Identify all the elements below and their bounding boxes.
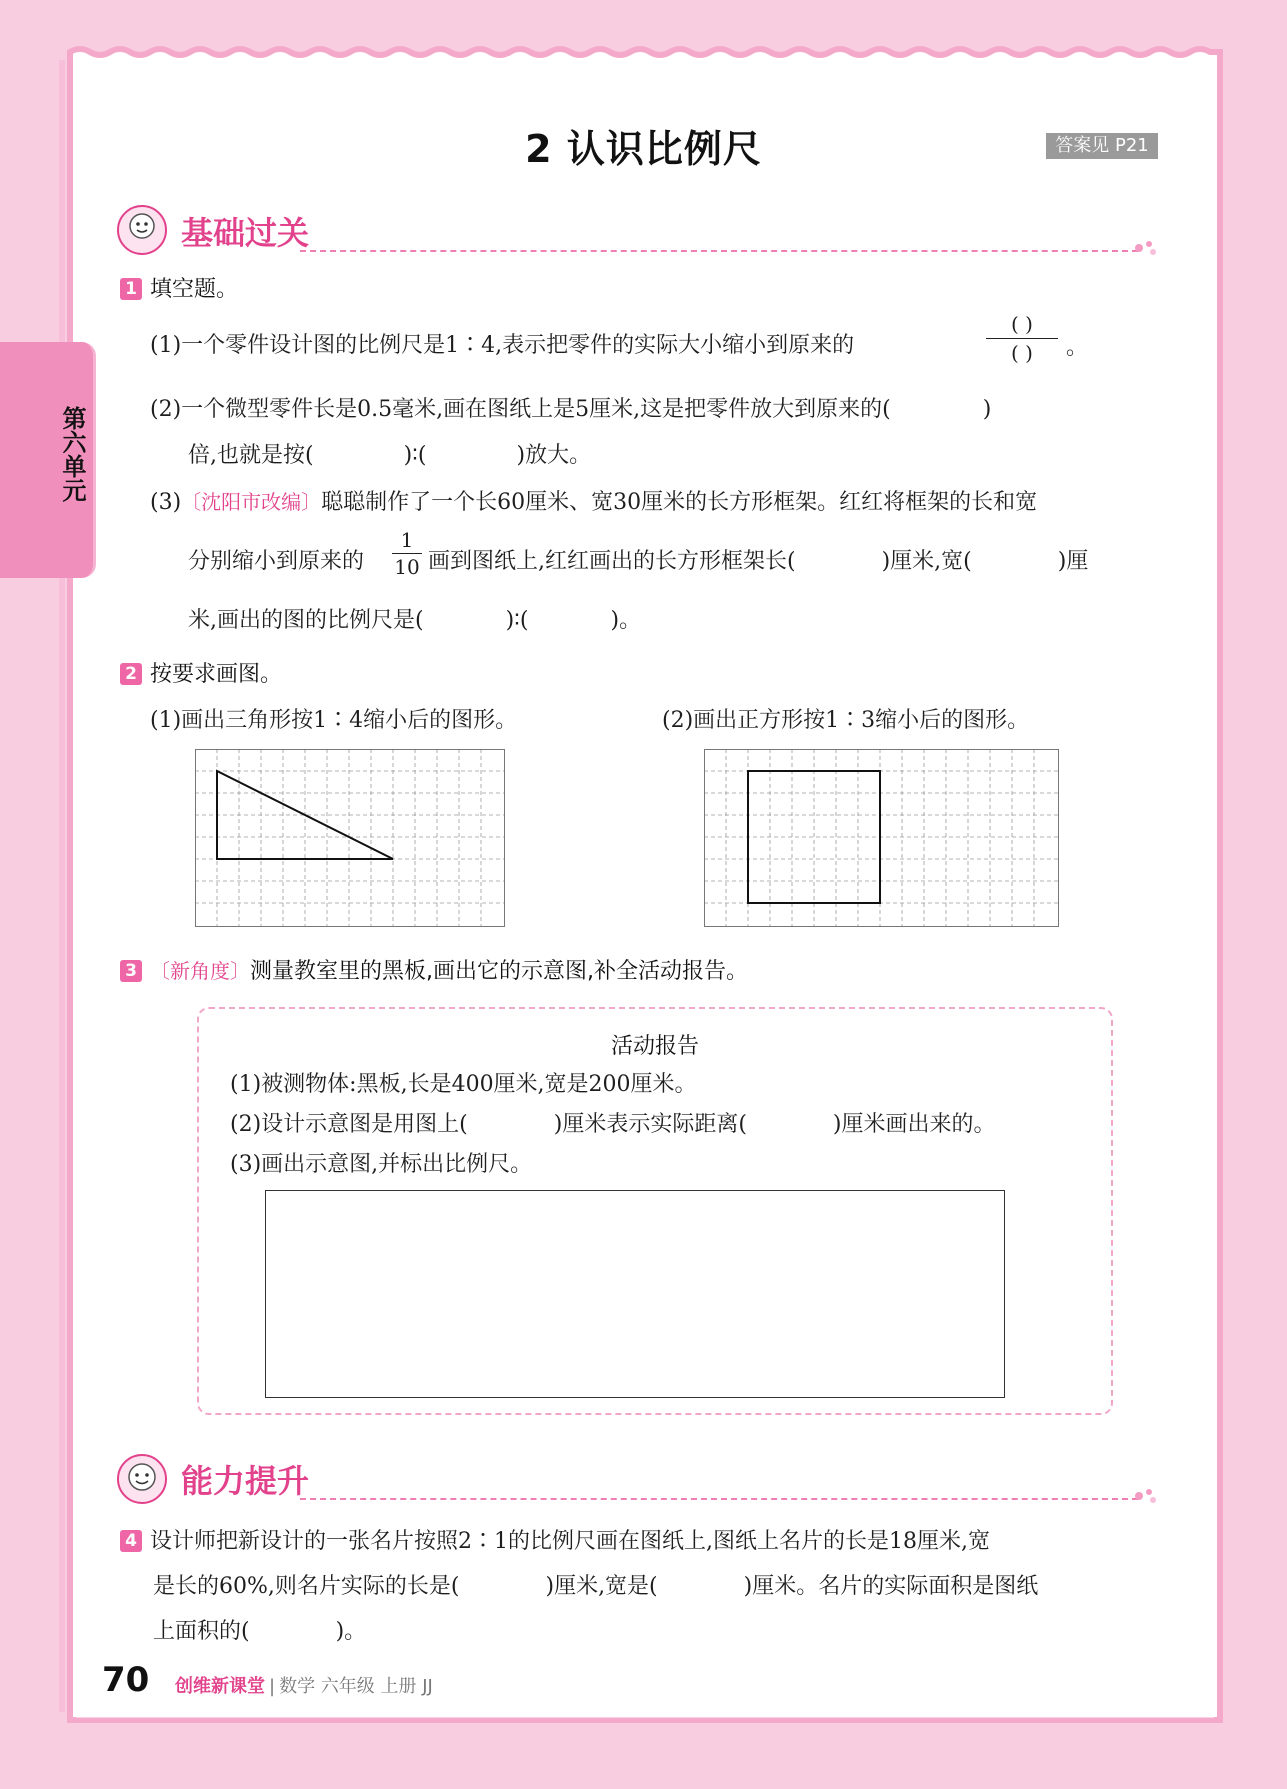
report-item2-end: )厘米画出来的。 [832,1112,996,1137]
mascot-icon [116,204,168,256]
unit-tab [0,342,96,578]
q4-text5: 上面积的( [153,1619,250,1644]
triangle-grid[interactable] [195,749,505,927]
q4-text3: )厘米,宽是( [545,1574,658,1599]
q1-part3-text5: )厘 [1057,549,1089,574]
q3-heading [120,954,748,985]
report-item2-text: (2)设计示意图是用图上( [230,1112,468,1137]
square-grid[interactable] [704,749,1059,927]
q1-part1 [150,328,854,359]
report-item1: (1)被测物体:黑板,长是400厘米,宽是200厘米。 [230,1072,697,1097]
q1-number: 1 [120,278,142,300]
sketch-drawing-box[interactable] [265,1190,1005,1398]
q4-line3 [153,1614,366,1645]
q1-heading [120,272,238,303]
dots-ornament-icon [1133,1484,1159,1504]
q1-part2-line2 [188,438,591,469]
fraction-top: 1 [400,528,414,552]
q1-part1-text: (1)一个零件设计图的比例尺是1∶4,表示把零件的实际大小缩小到原来的 [150,333,855,358]
section-basic-title: 基础过关 [181,214,310,252]
q4-text4: )厘米。名片的实际面积是图纸 [743,1574,1039,1599]
q2-title: 按要求画图。 [150,662,283,687]
q2-number: 2 [120,663,142,685]
q4-line1 [120,1524,990,1555]
q2-left-instruction: (1)画出三角形按1∶4缩小后的图形。 [150,708,518,733]
fraction-bottom: 10 [394,555,420,579]
q1-part1-fraction[interactable] [980,312,1064,365]
q1-part3-line1 [150,485,1037,516]
q1-part2-close: ) [982,397,992,422]
q1-part3-line3 [188,603,641,634]
section-divider [300,250,1138,252]
q1-part2-line1 [150,392,991,423]
footer-brand [175,1672,433,1698]
report-item3: (3)画出示意图,并标出比例尺。 [230,1152,533,1177]
mascot-icon [116,1453,168,1505]
q4-text1: 设计师把新设计的一张名片按照2∶1的比例尺画在图纸上,图纸上名片的长是18厘米,宽 [150,1529,990,1554]
fraction-denominator-blank[interactable]: ( ) [1011,341,1033,365]
q2-right-instruction: (2)画出正方形按1∶3缩小后的图形。 [662,708,1030,733]
section-divider [300,1498,1138,1500]
brand-separator: | [269,1676,276,1697]
q1-part3-line2 [188,544,364,575]
q1-part3-line2b [428,544,1088,575]
q1-part3-text2: 分别缩小到原来的 [188,549,365,574]
q4-text2: 是长的60%,则名片实际的长是( [153,1574,460,1599]
report-item2 [230,1107,996,1138]
ratio-sep: )∶( [403,443,427,468]
q3-title: 测量教室里的黑板,画出它的示意图,补全活动报告。 [250,959,748,984]
ratio-sep: )∶( [505,608,529,633]
report-item2-text2: )厘米表示实际距离( [553,1112,747,1137]
q4-end: )。 [335,1619,367,1644]
section-advanced-title: 能力提升 [181,1462,310,1500]
source-tag: 〔沈阳市改编〕 [181,490,322,514]
report-title: 活动报告 [610,1034,699,1059]
q1-part3-text: 聪聪制作了一个长60厘米、宽30厘米的长方形框架。红红将框架的长和宽 [321,490,1038,515]
fraction-numerator-blank[interactable]: ( ) [1011,312,1033,336]
q4-line2 [153,1569,1038,1600]
q1-part3-text6: 米,画出的图的比例尺是( [188,608,424,633]
q3-number: 3 [120,960,142,982]
q1-part3-text4: )厘米,宽( [881,549,972,574]
q1-part3-end: )。 [610,608,642,633]
q1-part2-text2: 倍,也就是按( [188,443,314,468]
unit-tab-label: 第六单元 [58,406,86,502]
q1-title: 填空题。 [150,277,239,302]
q1-part1-end: 。 [1066,335,1089,360]
brand-name: 创维新课堂 [175,1676,265,1697]
q1-part3-prefix: (3) [150,490,182,515]
dots-ornament-icon [1133,236,1159,256]
page-number: 70 [102,1660,150,1700]
q4-number: 4 [120,1530,142,1552]
new-angle-tag: 〔新角度〕 [150,959,250,983]
page-title: 2 认识比例尺 [525,127,762,171]
book-info: 数学 六年级 上册 JJ [279,1676,433,1697]
answer-reference: 答案见 P21 [1046,133,1158,159]
fraction-one-tenth [390,528,424,579]
q1-part2-end: )放大。 [516,443,592,468]
q1-part3-text3: 画到图纸上,红红画出的长方形框架长( [428,549,796,574]
q1-part2-text: (2)一个微型零件长是0.5毫米,画在图纸上是5厘米,这是把零件放大到原来的( [150,397,891,422]
q2-heading [120,657,282,688]
